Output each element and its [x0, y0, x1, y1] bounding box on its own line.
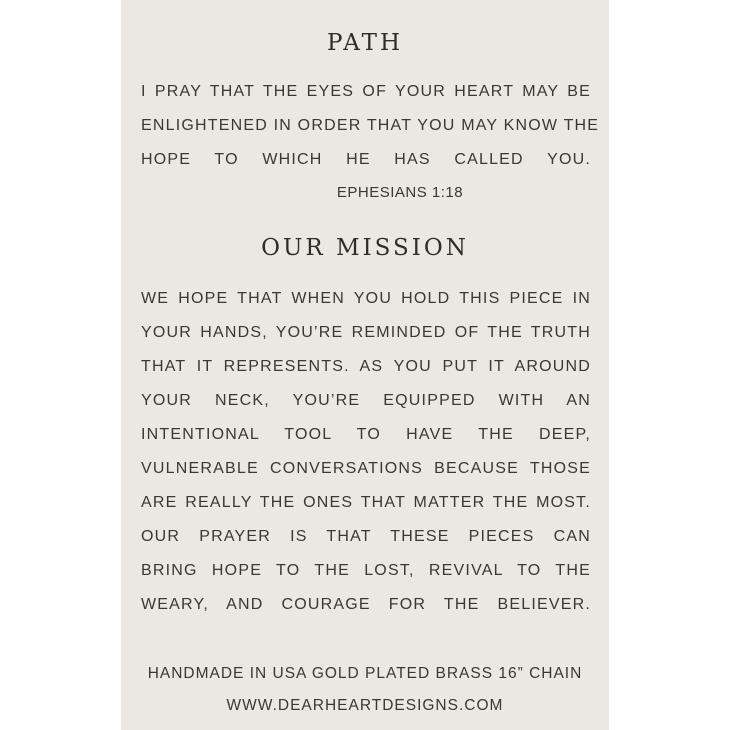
mission-line: YOUR NECK, YOU’RE EQUIPPED WITH AN — [141, 392, 591, 409]
mission-line: YOUR HANDS, YOU’RE REMINDED OF THE TRUTH — [141, 324, 591, 341]
verse-line: HOPE TO WHICH HE HAS CALLED YOU. — [141, 151, 591, 168]
mission-heading: OUR MISSION — [261, 235, 469, 261]
website-link[interactable]: WWW.DEARHEARTDESIGNS.COM — [226, 697, 504, 714]
mission-line: WEARY, AND COURAGE FOR THE BELIEVER. — [141, 596, 591, 613]
product-details: HANDMADE IN USA GOLD PLATED BRASS 16” CHAIN — [147, 665, 583, 682]
verse-line: ENLIGHTENED IN ORDER THAT YOU MAY KNOW THE — [141, 117, 600, 134]
mission-line: ARE REALLY THE ONES THAT MATTER THE MOST. — [141, 494, 591, 511]
mission-line: WE HOPE THAT WHEN YOU HOLD THIS PIECE IN — [141, 290, 591, 307]
mission-line: THAT IT REPRESENTS. AS YOU PUT IT AROUND — [141, 358, 591, 375]
mission-line: INTENTIONAL TOOL TO HAVE THE DEEP, — [141, 426, 591, 443]
mission-line: BRING HOPE TO THE LOST, REVIVAL TO THE — [141, 562, 591, 579]
mission-line: OUR PRAYER IS THAT THESE PIECES CAN — [141, 528, 591, 545]
verse-line: I PRAY THAT THE EYES OF YOUR HEART MAY BE — [141, 83, 591, 100]
mission-line: VULNERABLE CONVERSATIONS BECAUSE THOSE — [141, 460, 591, 477]
info-card — [121, 0, 609, 730]
path-heading: PATH — [326, 30, 404, 56]
verse-reference: EPHESIANS 1:18 — [336, 184, 464, 201]
